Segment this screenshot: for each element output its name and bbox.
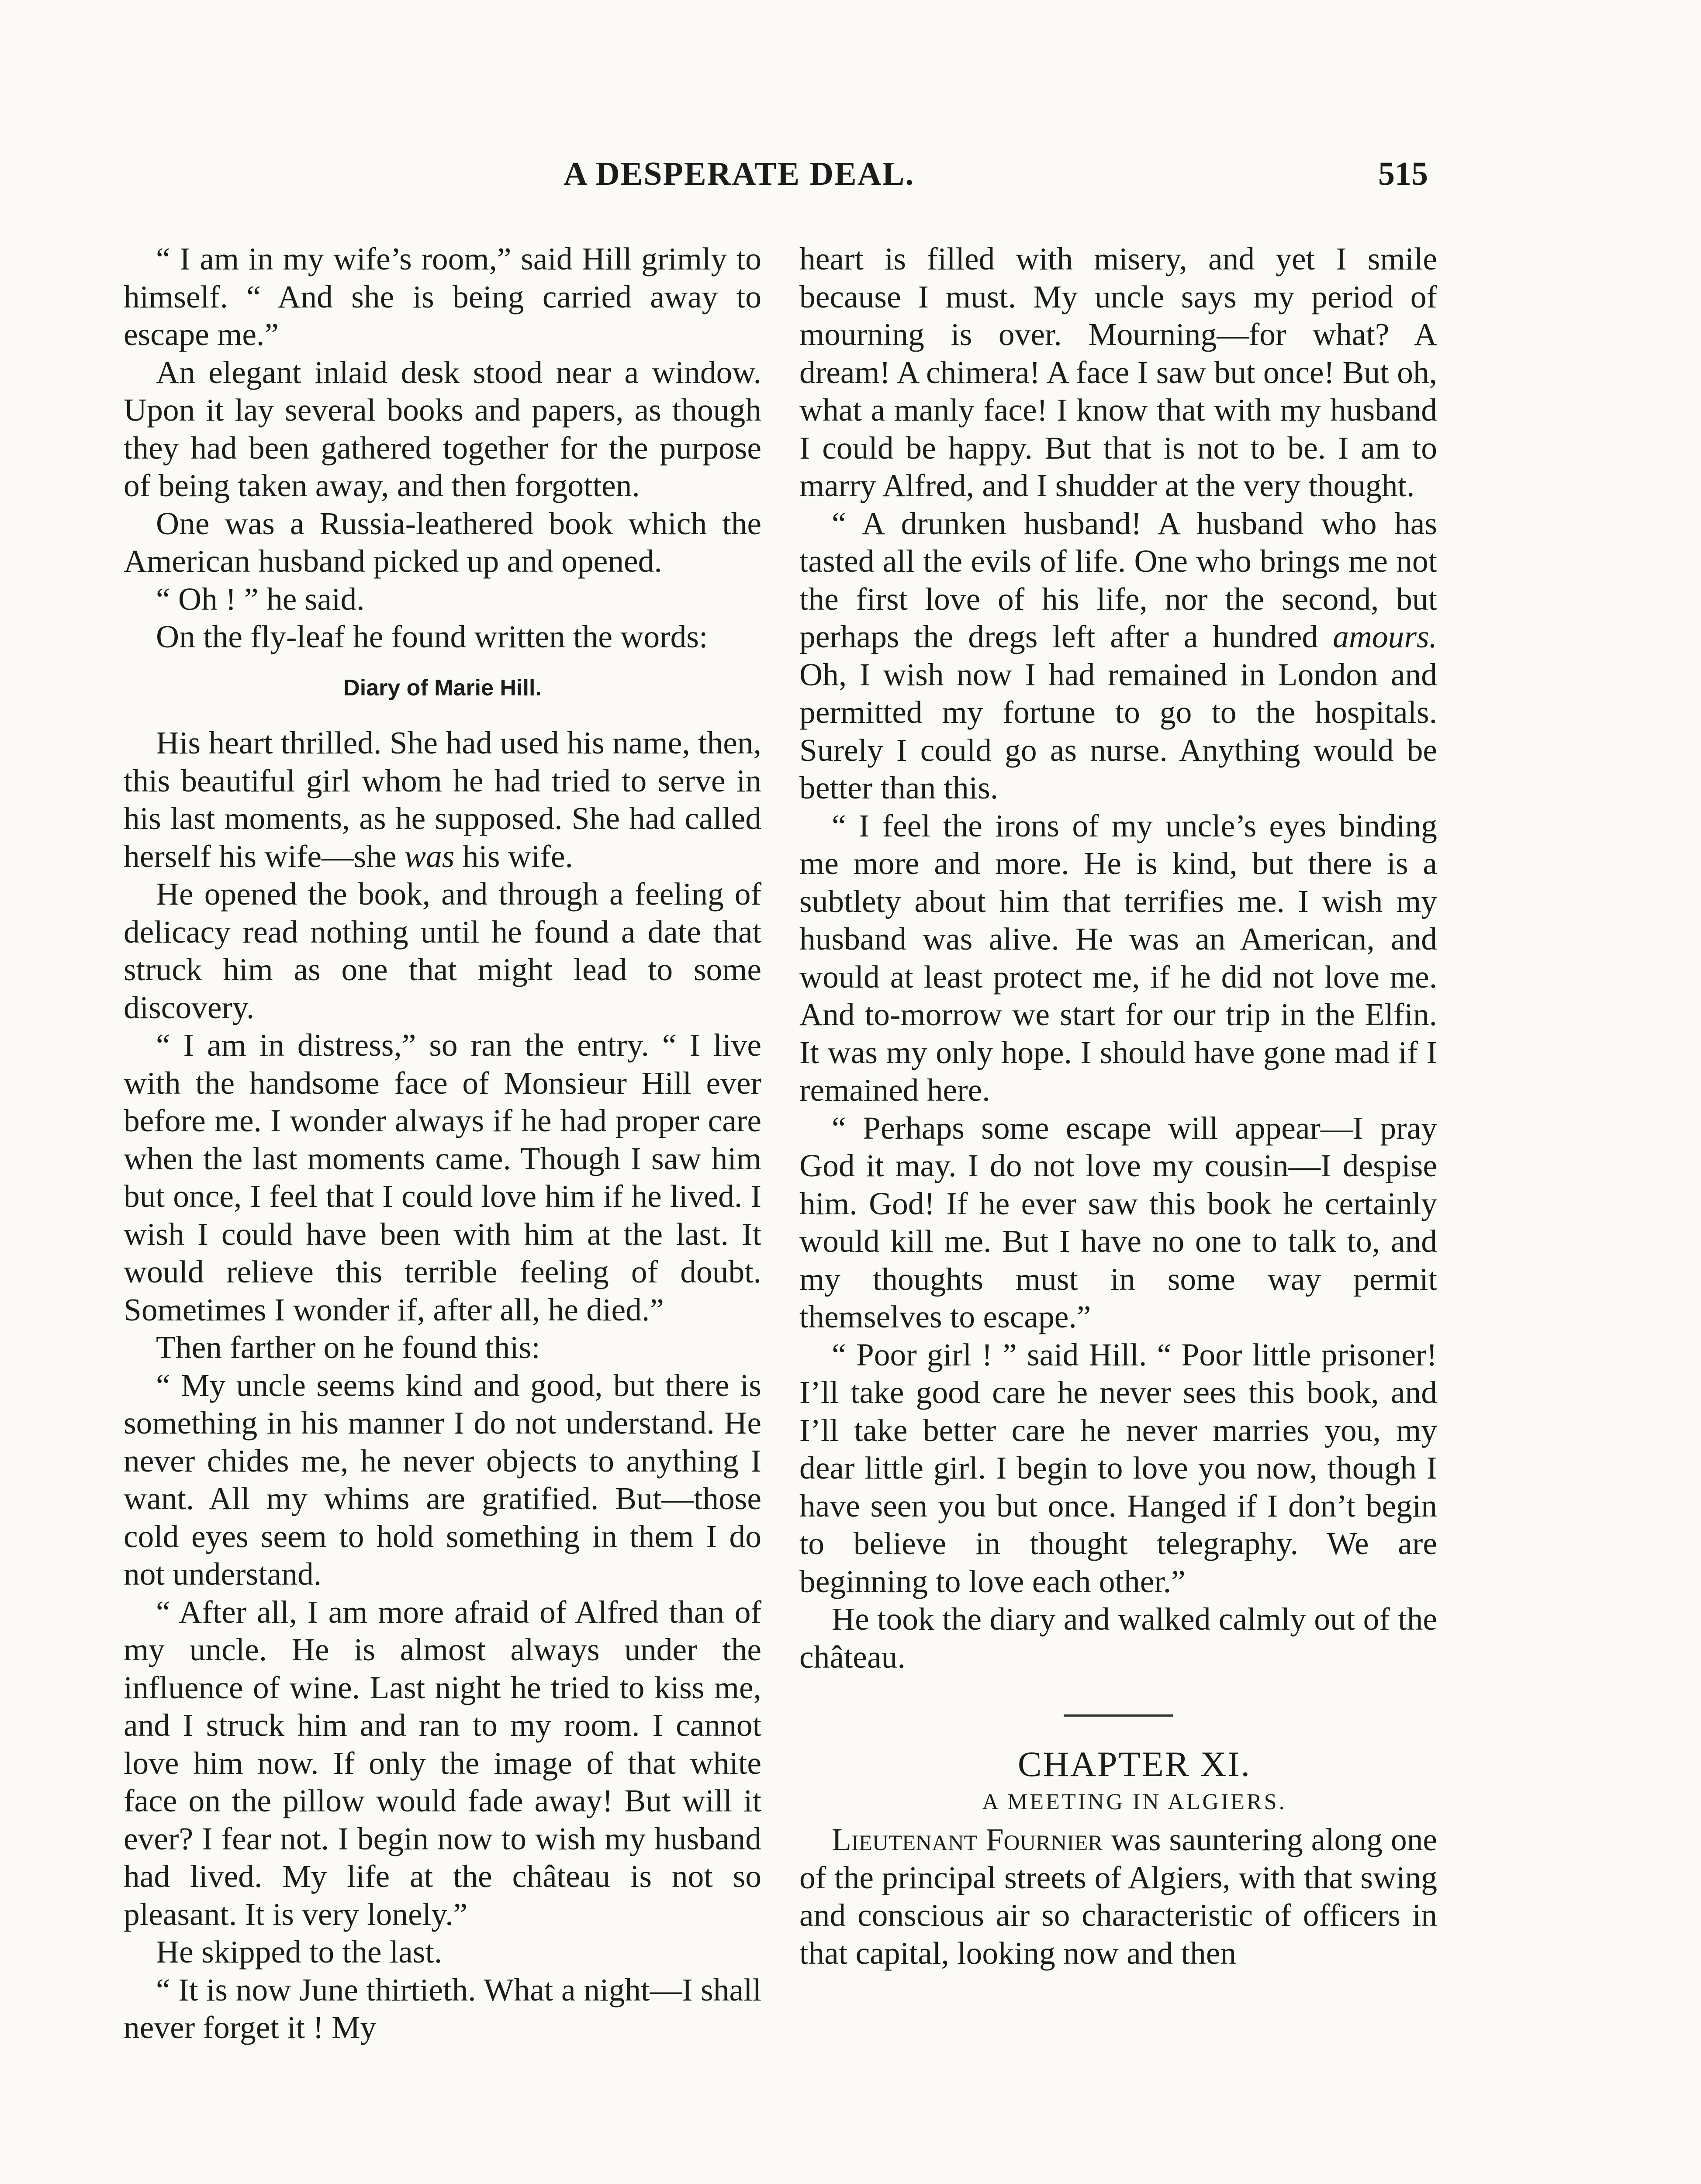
text-run: His heart thrilled. She had used his name, then, this beautiful girl whom he had tried to serve in his last moments, as he supposed. She had called herself his wife—she — [124, 725, 761, 874]
paragraph: “ My uncle seems kind and good, but there is something in his manner I do not understand. He never chides me, he never objects to anything I want. All my whims are gratified. But—those cold eyes seem to hold something in them I do not understand. — [124, 1367, 761, 1592]
paragraph: Then farther on he found this: — [156, 1330, 540, 1365]
chapter-title: CHAPTER XI. — [1017, 1744, 1252, 1784]
paragraph: “ Perhaps some escape will appear—I pray God it may. I do not love my cousin—I despise him. God! If he ever saw this book he certainly would kill me. But I have no one to talk to, and my thoughts must in some way permit themselves to escape.” — [799, 1110, 1437, 1334]
page-number: 515 — [1378, 156, 1428, 192]
left-column — [124, 240, 761, 2047]
paragraph: “ I am in my wife’s room,” said Hill grimly to himself. “ And she is being carried away to escape me.” — [124, 241, 761, 352]
text-run: “ A drunken husband! A husband who has tasted all the evils of life. One who brings me not the first love of his life, nor the second, but perhaps the dregs left after a hundred — [799, 505, 1437, 654]
paragraph — [799, 1821, 1437, 1972]
paragraph: He skipped to the last. — [156, 1934, 443, 1970]
diary-title: Diary of Marie Hill. — [343, 675, 542, 701]
text-run: his wife. — [454, 838, 573, 874]
chapter-subtitle: A MEETING IN ALGIERS. — [982, 1789, 1287, 1814]
emphasis: amours. — [1333, 619, 1437, 654]
emphasis: was — [404, 838, 455, 874]
paragraph: “ Oh ! ” he said. — [156, 581, 365, 617]
paragraph: “ I feel the irons of my uncle’s eyes binding me more and more. He is kind, but there is a subtlety about him that terrifies me. I wish my husband was alive. He was an American, and would at least protect me, if he did not love me. And to-morrow we start for our trip in the Elfin. It was my only hope. I should have gone mad if I remained here. — [799, 808, 1437, 1108]
lead-in: Lieutenant Fournier — [832, 1822, 1103, 1857]
paragraph: “ Poor girl ! ” said Hill. “ Poor little prisoner! I’ll take good care he never sees this book, and I’ll take better care he never marries you, my dear little girl. I begin to love you now, though I have seen you but once. Hanged if I don’t begin to believe in thought telegraphy. We are beginning to love each other.” — [799, 1337, 1437, 1599]
text-run: was sauntering along one of the principal streets of Algiers, with that swing and conscious air so characteristic of officers in that capital, looking now and then — [799, 1822, 1438, 1971]
right-column — [799, 240, 1437, 1972]
paragraph: On the fly-leaf he found written the words: — [156, 619, 708, 654]
paragraph: One was a Russia-leathered book which the American husband picked up and opened. — [124, 505, 761, 579]
paragraph: He opened the book, and through a feeling of delicacy read nothing until he found a date that struck him as one that might lead to some discovery. — [124, 876, 761, 1025]
paragraph — [799, 505, 1437, 807]
paragraph: “ After all, I am more afraid of Alfred than of my uncle. He is almost always under the influence of wine. Last night he tried to kiss me, and I struck him and ran to my room. I cannot love him now. If only the image of that white face on the pillow would fade away! But will it ever? I fear not. I begin now to wish my husband had lived. My life at the château is not so pleasant. It is very lonely.” — [124, 1594, 761, 1932]
text-run: Oh, I wish now I had remained in London and permitted my fortune to go to the hospitals. Surely I could go as nurse. Anything would be better than this. — [799, 657, 1437, 805]
paragraph: heart is filled with misery, and yet I smile because I must. My uncle says my period of mourning is over. Mourning—for what? A dream! A chimera! A face I saw but once! But oh, what a manly face! I know that with my husband I could be happy. But that is not to be. I am to marry Alfred, and I shudder at the very thought. — [799, 241, 1437, 503]
section-divider — [1064, 1714, 1173, 1717]
paragraph: “ It is now June thirtieth. What a night—I shall never forget it ! My — [124, 1972, 761, 2045]
paragraph: “ I am in distress,” so ran the entry. “ I live with the handsome face of Monsieur Hill ever before me. I wonder always if he had proper care when the last moments came. Though I saw him but once, I feel that I could love him if he lived. I wish I could have been with him at the last. It would relieve this terrible feeling of doubt. Sometimes I wonder if, after all, he died.” — [124, 1027, 761, 1327]
paragraph: An elegant inlaid desk stood near a window. Upon it lay several books and papers, as though they had been gathered together for the purpose of being taken away, and then forgotten. — [124, 354, 761, 503]
running-head: A DESPERATE DEAL. — [564, 156, 915, 192]
paragraph: He took the diary and walked calmly out of the château. — [799, 1601, 1437, 1675]
paragraph — [124, 724, 761, 875]
